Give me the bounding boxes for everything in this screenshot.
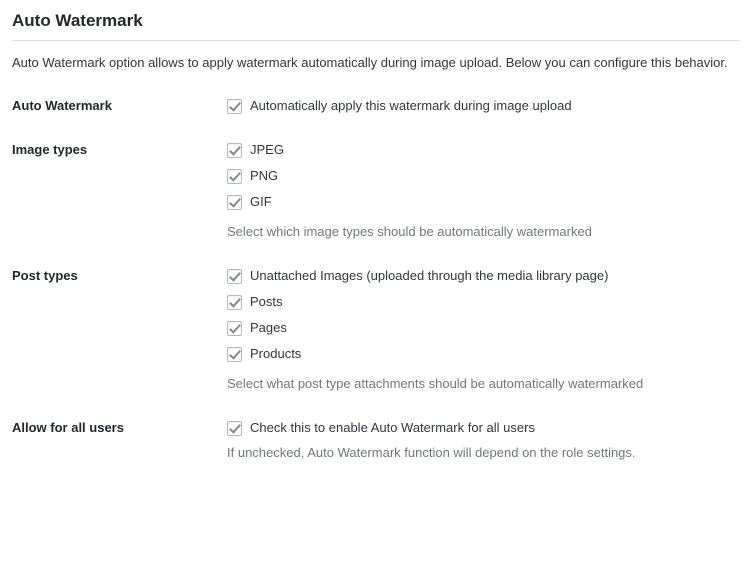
allow-all-users-checkbox-row[interactable] — [227, 420, 740, 436]
post-type-posts-checkbox[interactable] — [227, 295, 242, 310]
image-type-jpeg-row[interactable] — [227, 142, 740, 158]
post-type-products-label: Products — [250, 346, 302, 361]
settings-page — [0, 10, 752, 562]
post-types-hint: Select what post type attachments should be automatically watermarked — [227, 376, 644, 391]
image-type-jpeg-label: JPEG — [250, 142, 284, 157]
title-divider — [12, 40, 740, 41]
image-types-list — [227, 142, 740, 210]
page-title: Auto Watermark — [12, 11, 143, 30]
post-types-list — [227, 268, 740, 362]
image-type-jpeg-checkbox[interactable] — [227, 143, 242, 158]
field-auto-watermark — [227, 84, 740, 128]
field-image-types — [227, 128, 740, 254]
post-type-posts-label: Posts — [250, 294, 283, 309]
post-type-pages-label: Pages — [250, 320, 287, 335]
post-type-unattached-row[interactable] — [227, 268, 740, 284]
label-image-types: Image types — [12, 142, 88, 157]
settings-table — [12, 84, 740, 475]
allow-all-users-hint: If unchecked, Auto Watermark function will depend on the role settings. — [227, 445, 636, 460]
image-type-png-checkbox[interactable] — [227, 169, 242, 184]
row-allow-all-users — [12, 406, 740, 475]
image-types-hint: Select which image types should be automatically watermarked — [227, 224, 592, 239]
image-type-gif-checkbox[interactable] — [227, 195, 242, 210]
image-type-gif-label: GIF — [250, 194, 272, 209]
row-image-types — [12, 128, 740, 254]
allow-all-users-checkbox-label: Check this to enable Auto Watermark for all users — [250, 420, 535, 435]
post-type-unattached-label: Unattached Images (uploaded through the media library page) — [250, 268, 609, 283]
post-type-unattached-checkbox[interactable] — [227, 269, 242, 284]
image-type-png-row[interactable] — [227, 168, 740, 184]
row-auto-watermark — [12, 84, 740, 128]
row-post-types — [12, 254, 740, 406]
post-type-posts-row[interactable] — [227, 294, 740, 310]
label-allow-all-users: Allow for all users — [12, 420, 124, 435]
page-description: Auto Watermark option allows to apply watermark automatically during image upload. Below you can configure this behavior. — [12, 55, 728, 70]
post-type-products-row[interactable] — [227, 346, 740, 362]
auto-watermark-checkbox-label: Automatically apply this watermark during image upload — [250, 98, 572, 113]
image-type-gif-row[interactable] — [227, 194, 740, 210]
label-post-types: Post types — [12, 268, 78, 283]
image-type-png-label: PNG — [250, 168, 279, 183]
post-type-products-checkbox[interactable] — [227, 347, 242, 362]
allow-all-users-checkbox[interactable] — [227, 421, 242, 436]
field-post-types — [227, 254, 740, 406]
label-auto-watermark: Auto Watermark — [12, 98, 112, 113]
post-type-pages-row[interactable] — [227, 320, 740, 336]
field-allow-all-users — [227, 406, 740, 475]
auto-watermark-checkbox-row[interactable] — [227, 98, 740, 114]
auto-watermark-checkbox[interactable] — [227, 99, 242, 114]
post-type-pages-checkbox[interactable] — [227, 321, 242, 336]
